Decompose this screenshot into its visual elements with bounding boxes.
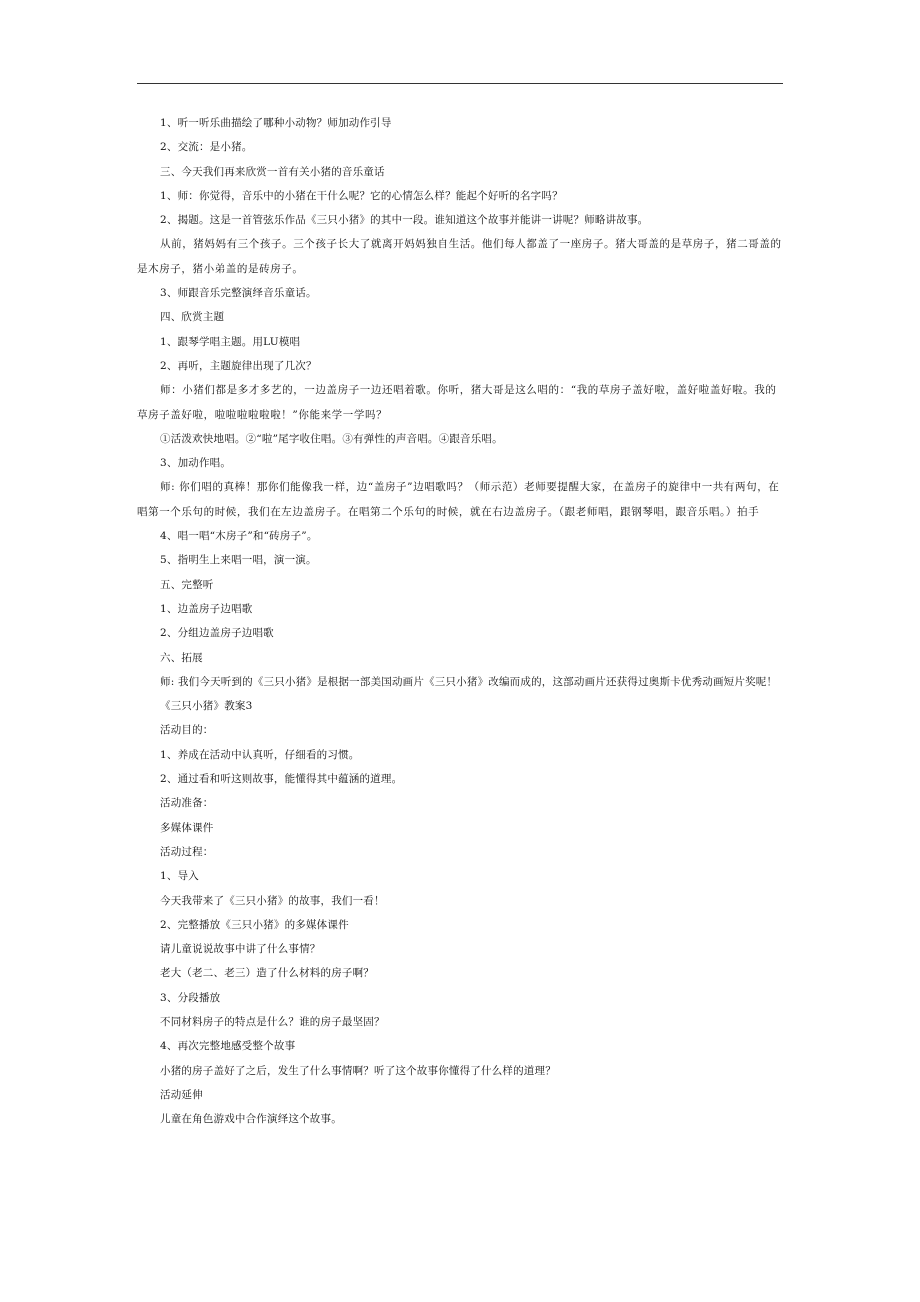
section-heading: 三、今天我们再来欣赏一首有关小猪的音乐童话	[160, 165, 385, 178]
paragraph: 活动过程：	[160, 845, 214, 858]
paragraph: 活动目的：	[160, 724, 214, 737]
paragraph: 多媒体课件	[160, 821, 214, 834]
teacher-dialogue: 师：小猪们都是多才多艺的，一边盖房子一边还唱着歌。你听，猪大哥是这么唱的：“我的草房子盖好啦，盖好啦盖好啦。我的草房子盖好啦，啦啦啦啦啦啦！”你能来学一学吗？	[137, 384, 777, 421]
header-rule	[137, 83, 783, 84]
paragraph: 1、师：你觉得，音乐中的小猪在干什么呢？它的心情怎么样？能起个好听的名字吗？	[160, 189, 563, 202]
paragraph: 2、交流：是小猪。	[160, 141, 253, 154]
paragraph: 活动延伸	[160, 1088, 203, 1101]
paragraph: 4、再次完整地感受整个故事	[160, 1040, 296, 1053]
section-heading: 五、完整听	[160, 578, 214, 591]
paragraph: 5、指明生上来唱一唱，演一演。	[160, 554, 317, 567]
paragraph: 4、唱一唱“木房子”和“砖房子”。	[160, 530, 318, 543]
paragraph: 3、加动作唱。	[160, 457, 232, 470]
section-heading: 四、欣赏主题	[160, 311, 225, 324]
paragraph: 儿童在角色游戏中合作演绎这个故事。	[160, 1113, 342, 1126]
teacher-dialogue: 师: 你们唱的真棒！那你们能像我一样，边“盖房子”边唱歌吗？（师示范）老师要提醒大家，在盖房子的旋律中一共有两句，在唱第一个乐句的时候，我们在左边盖房子。在唱第二个乐句的时候，就在右边盖房子。（跟老师唱，跟钢琴唱，跟音乐唱。）拍手	[137, 481, 780, 518]
paragraph: 2、分组边盖房子边唱歌	[160, 627, 274, 640]
paragraph: 1、边盖房子边唱歌	[160, 602, 253, 615]
paragraph: 今天我带来了《三只小猪》的故事，我们一看！	[160, 894, 385, 907]
paragraph: 2、揭题。这是一首管弦乐作品《三只小猪》的其中一段。谁知道这个故事并能讲一讲呢？师略讲故事。	[160, 214, 649, 227]
section-heading: 六、拓展	[160, 651, 203, 664]
paragraph: 小猪的房子盖好了之后，发生了什么事情啊？听了这个故事你懂得了什么样的道理？	[160, 1064, 556, 1077]
paragraph: 3、分段播放	[160, 991, 221, 1004]
paragraph: 不同材料房子的特点是什么？谁的房子最坚固？	[160, 1015, 385, 1028]
paragraph: 请儿童说说故事中讲了什么事情？	[160, 943, 321, 956]
teacher-dialogue: 师: 我们今天听到的《三只小猪》是根据一部美国动画片《三只小猪》改编而成的，这部动画片还获得过奥斯卡优秀动画短片奖呢！	[160, 675, 778, 688]
paragraph: 1、听一听乐曲描绘了哪种小动物？师加动作引导	[160, 117, 392, 129]
document-body	[137, 111, 785, 1131]
paragraph: 1、导入	[160, 870, 199, 883]
paragraph: 3、师跟音乐完整演绎音乐童话。	[160, 287, 317, 300]
story-paragraph: 从前，猪妈妈有三个孩子。三个孩子长大了就离开妈妈独自生活。他们每人都盖了一座房子。猪大哥盖的是草房子，猪二哥盖的是木房子，猪小弟盖的是砖房子。	[137, 238, 782, 275]
paragraph: 1、跟琴学唱主题。用LU模唱	[160, 335, 301, 348]
paragraph: 1、养成在活动中认真听，仔细看的习惯。	[160, 748, 360, 761]
paragraph: ①活泼欢快地唱。②“啦”尾字收住唱。③有弹性的声音唱。④跟音乐唱。	[160, 432, 503, 445]
paragraph: 2、通过看和听这则故事，能懂得其中蕴涵的道理。	[160, 773, 403, 786]
paragraph: 活动准备：	[160, 797, 214, 810]
paragraph: 2、再听，主题旋律出现了几次？	[160, 359, 317, 372]
lesson-plan-title: 《三只小猪》教案3	[160, 700, 253, 713]
paragraph: 2、完整播放《三只小猪》的多媒体课件	[160, 918, 349, 931]
paragraph: 老大（老二、老三）造了什么材料的房子啊？	[160, 967, 374, 980]
